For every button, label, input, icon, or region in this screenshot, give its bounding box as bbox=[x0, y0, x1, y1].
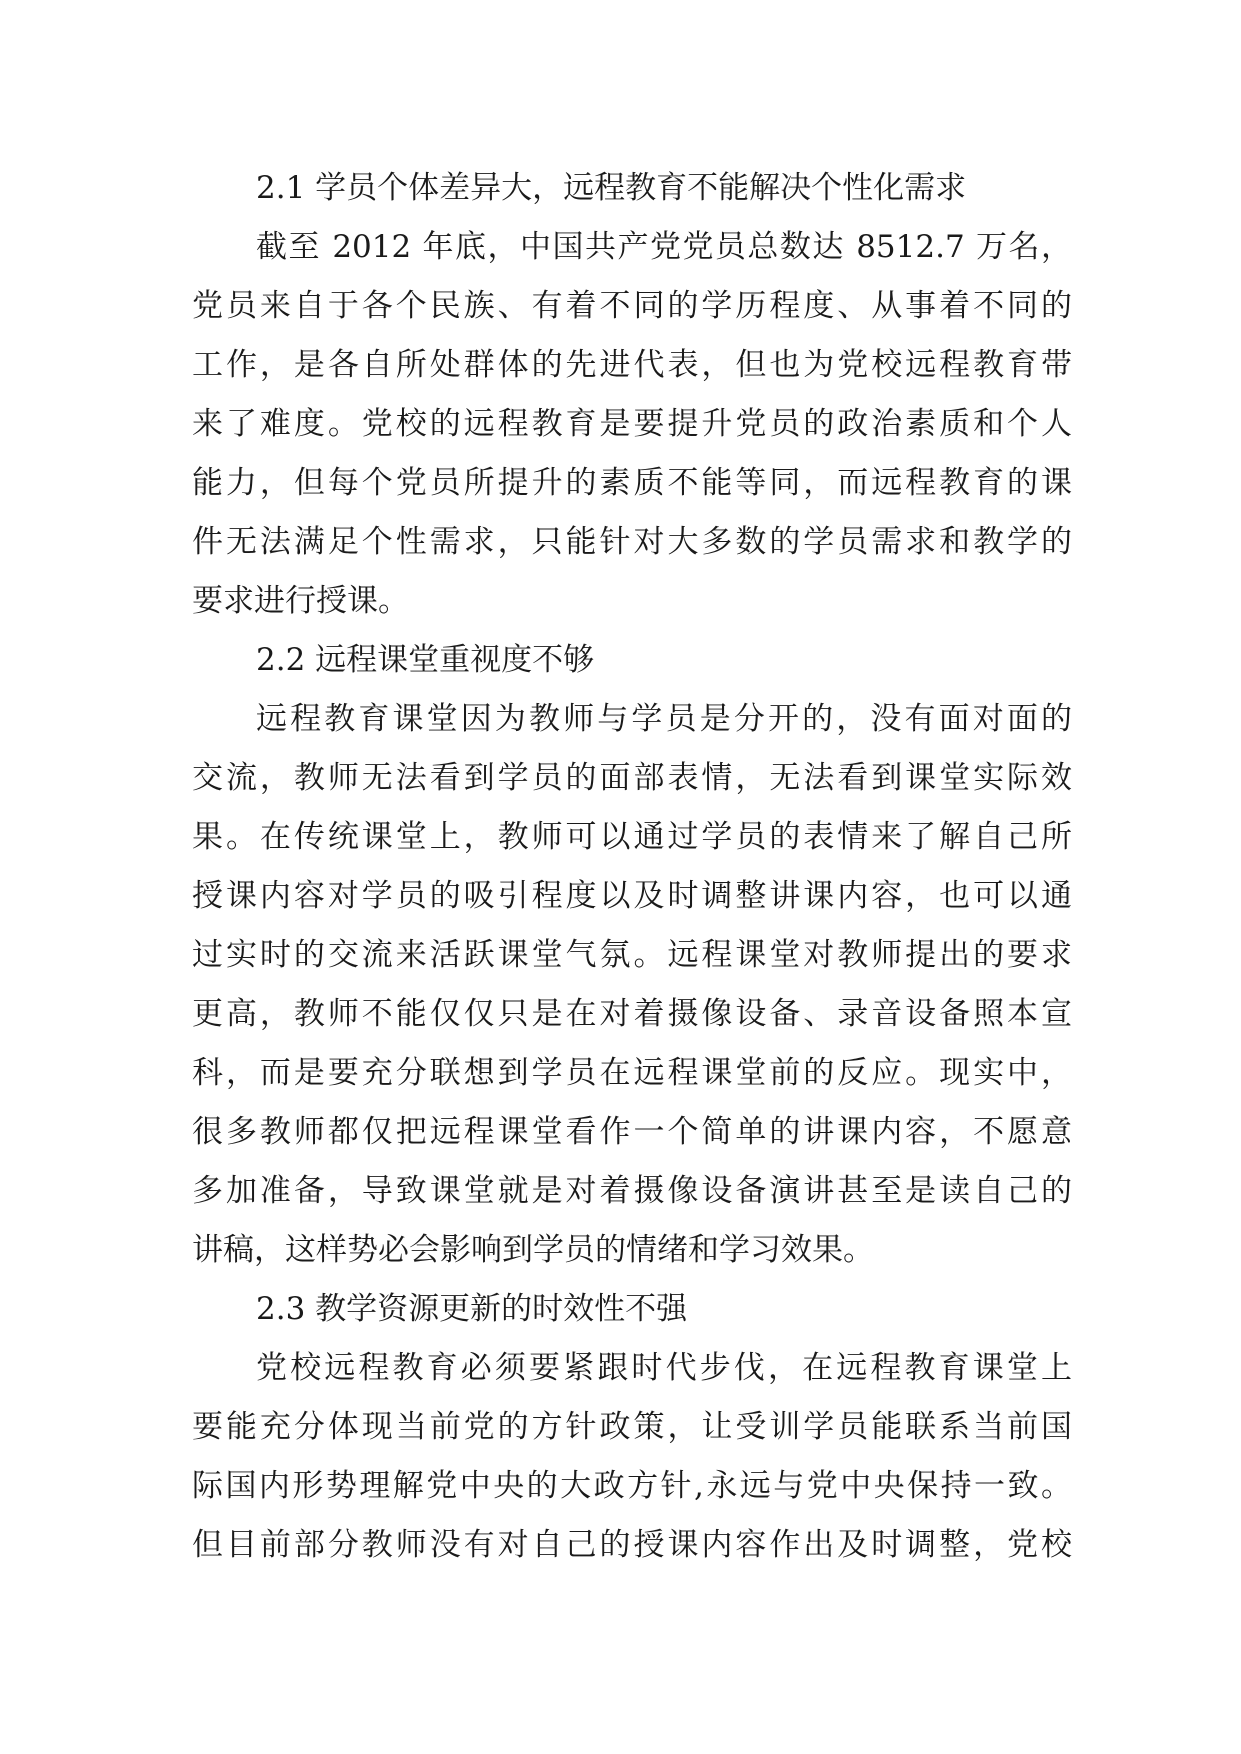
paragraph-line: 交流，教师无法看到学员的面部表情，无法看到课堂实际效 bbox=[192, 760, 1072, 796]
section-heading-2-3: 2.3 教学资源更新的时效性不强 bbox=[256, 1291, 688, 1327]
section-heading-2-2: 2.2 远程课堂重视度不够 bbox=[256, 642, 595, 678]
paragraph-line: 过实时的交流来活跃课堂气氛。远程课堂对教师提出的要求 bbox=[192, 937, 1072, 973]
paragraph-line: 要能充分体现当前党的方针政策，让受训学员能联系当前国 bbox=[192, 1409, 1072, 1445]
paragraph-line: 党校远程教育必须要紧跟时代步伐，在远程教育课堂上 bbox=[256, 1350, 1072, 1386]
section-heading-2-1: 2.1 学员个体差异大，远程教育不能解决个性化需求 bbox=[256, 170, 967, 206]
paragraph-line: 多加准备，导致课堂就是对着摄像设备演讲甚至是读自己的 bbox=[192, 1173, 1072, 1209]
paragraph-line: 能力，但每个党员所提升的素质不能等同，而远程教育的课 bbox=[192, 465, 1072, 501]
paragraph-line: 来了难度。党校的远程教育是要提升党员的政治素质和个人 bbox=[192, 406, 1072, 442]
paragraph-line: 要求进行授课。 bbox=[192, 583, 409, 619]
paragraph-line: 截至 2012 年底，中国共产党党员总数达 8512.7 万名， bbox=[256, 229, 1072, 265]
paragraph-line: 科，而是要充分联想到学员在远程课堂前的反应。现实中， bbox=[192, 1055, 1072, 1091]
paragraph-line: 讲稿，这样势必会影响到学员的情绪和学习效果。 bbox=[192, 1232, 874, 1268]
paragraph-line: 果。在传统课堂上，教师可以通过学员的表情来了解自己所 bbox=[192, 819, 1072, 855]
paragraph-line: 际国内形势理解党中央的大政方针,永远与党中央保持一致。 bbox=[192, 1468, 1072, 1504]
paragraph-line: 但目前部分教师没有对自己的授课内容作出及时调整，党校 bbox=[192, 1527, 1072, 1563]
paragraph-line: 党员来自于各个民族、有着不同的学历程度、从事着不同的 bbox=[192, 288, 1072, 324]
paragraph-line: 远程教育课堂因为教师与学员是分开的，没有面对面的 bbox=[256, 701, 1072, 737]
paragraph-line: 件无法满足个性需求，只能针对大多数的学员需求和教学的 bbox=[192, 524, 1072, 560]
paragraph-line: 更高，教师不能仅仅只是在对着摄像设备、录音设备照本宣 bbox=[192, 996, 1072, 1032]
paragraph-line: 授课内容对学员的吸引程度以及时调整讲课内容，也可以通 bbox=[192, 878, 1072, 914]
paragraph-line: 很多教师都仅把远程课堂看作一个简单的讲课内容，不愿意 bbox=[192, 1114, 1072, 1150]
paragraph-line: 工作，是各自所处群体的先进代表，但也为党校远程教育带 bbox=[192, 347, 1072, 383]
